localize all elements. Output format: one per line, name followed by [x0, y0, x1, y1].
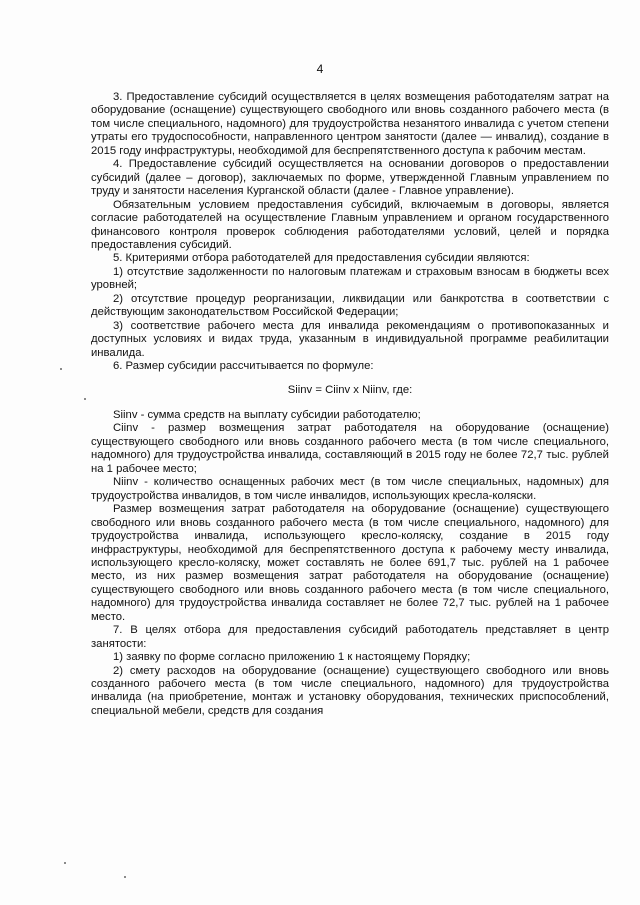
criterion-1: 1) отсутствие задолженности по налоговым платежам и страховым взносам в бюджеты всех уровней;: [91, 265, 609, 292]
criterion-3: 3) соответствие рабочего места для инвалида рекомендациям о противопоказанных и доступных условиях и видах труда, указанным в индивидуальной программе реабилитации инвалида.: [91, 319, 609, 359]
paragraph-3: 3. Предоставление субсидий осуществляется в целях возмещения работодателям затрат на оборудование (оснащение) существующего свободного или вновь созданного рабочего места (в том числе специального, надомного) для трудоустройства незанятого инвалида с учетом степени утраты его трудоспособности, направленного центром занятости (далее — инвалид), создание в 2015 году инфраструктуры, необходимой для беспрепятственного доступа к рабочим местам.: [91, 91, 609, 157]
definition-niinv: Niinv - количество оснащенных рабочих мест (в том числе специальных, надомных) для трудоустройства инвалидов, в том числе инвалидов, использующих кресла-коляски.: [91, 476, 609, 502]
page-number: 4: [316, 62, 324, 76]
scan-speck: [64, 862, 66, 864]
scan-speck: [60, 368, 62, 370]
paragraph-4: 4. Предоставление субсидий осуществляется на основании договоров о предоставлении субсидий (далее – договор), заключаемых по форме, утвержденной Главным управлением по труду и занятости населения Курганской области (далее - Главное управление).: [91, 158, 609, 198]
paragraph-6: 6. Размер субсидии рассчитывается по формуле:: [113, 360, 374, 373]
subsidy-formula: Siinv = Ciinv x Niinv, где:: [287, 383, 413, 396]
criterion-2: 2) отсутствие процедур реорганизации, ликвидации или банкротства в соответствии с действующим законодательством Российской Федерации;: [91, 292, 609, 319]
definition-siinv: Siinv - сумма средств на выплату субсидии работодателю;: [113, 408, 421, 421]
paragraph-7: 7. В целях отбора для предоставления субсидий работодатель представляет в центр занятости:: [91, 624, 609, 650]
paragraph-mandatory-condition: Обязательным условием предоставления субсидий, включаемым в договоры, является согласие работодателей на осуществление Главным управлением и органом государственного финансового контроля проверок соблюдения работодателями условий, целей и порядка предоставления субсидий.: [91, 198, 609, 251]
item-7-1: 1) заявку по форме согласно приложению 1 к настоящему Порядку;: [113, 651, 471, 664]
scan-speck: [84, 398, 86, 400]
paragraph-5: 5. Критериями отбора работодателей для предоставления субсидии являются:: [113, 252, 530, 265]
document-body: [91, 91, 609, 718]
paragraph-reimbursement-size: Размер возмещения затрат работодателя на оборудование (оснащение) существующего свободного или вновь созданного рабочего места (в том числе специального, надомного) для трудоустройства инвалида, использующего кресло-коляску, создание в 2015 году инфраструктуры, необходимой для беспрепятственного доступа к рабочему месту инвалида, использующего кресло-коляску, может составлять не более 691,7 тыс. рублей на 1 рабочее место, из них размер возмещения затрат работодателя на оборудование (оснащение) существующего свободного или вновь созданного рабочего места (в том числе специального, надомного) для трудоустройства инвалида составляет не более 72,7 тыс. рублей на 1 рабочее место.: [91, 503, 609, 623]
item-7-2: 2) смету расходов на оборудование (оснащение) существующего свободного или вновь созданного рабочего места (в том числе специального, надомного) для трудоустройства инвалида (на приобретение, монтаж и установку оборудования, технических приспособлений, специальной мебели, средств для создания: [91, 664, 609, 717]
definition-ciinv: Ciinv - размер возмещения затрат работодателя на оборудование (оснащение) существующего свободного или вновь созданного рабочего места (в том числе специального, надомного) для трудоустройства инвалида, составляющий в 2015 году не более 72,7 тыс. рублей на 1 рабочее место;: [91, 422, 609, 475]
scan-speck: [124, 876, 126, 878]
